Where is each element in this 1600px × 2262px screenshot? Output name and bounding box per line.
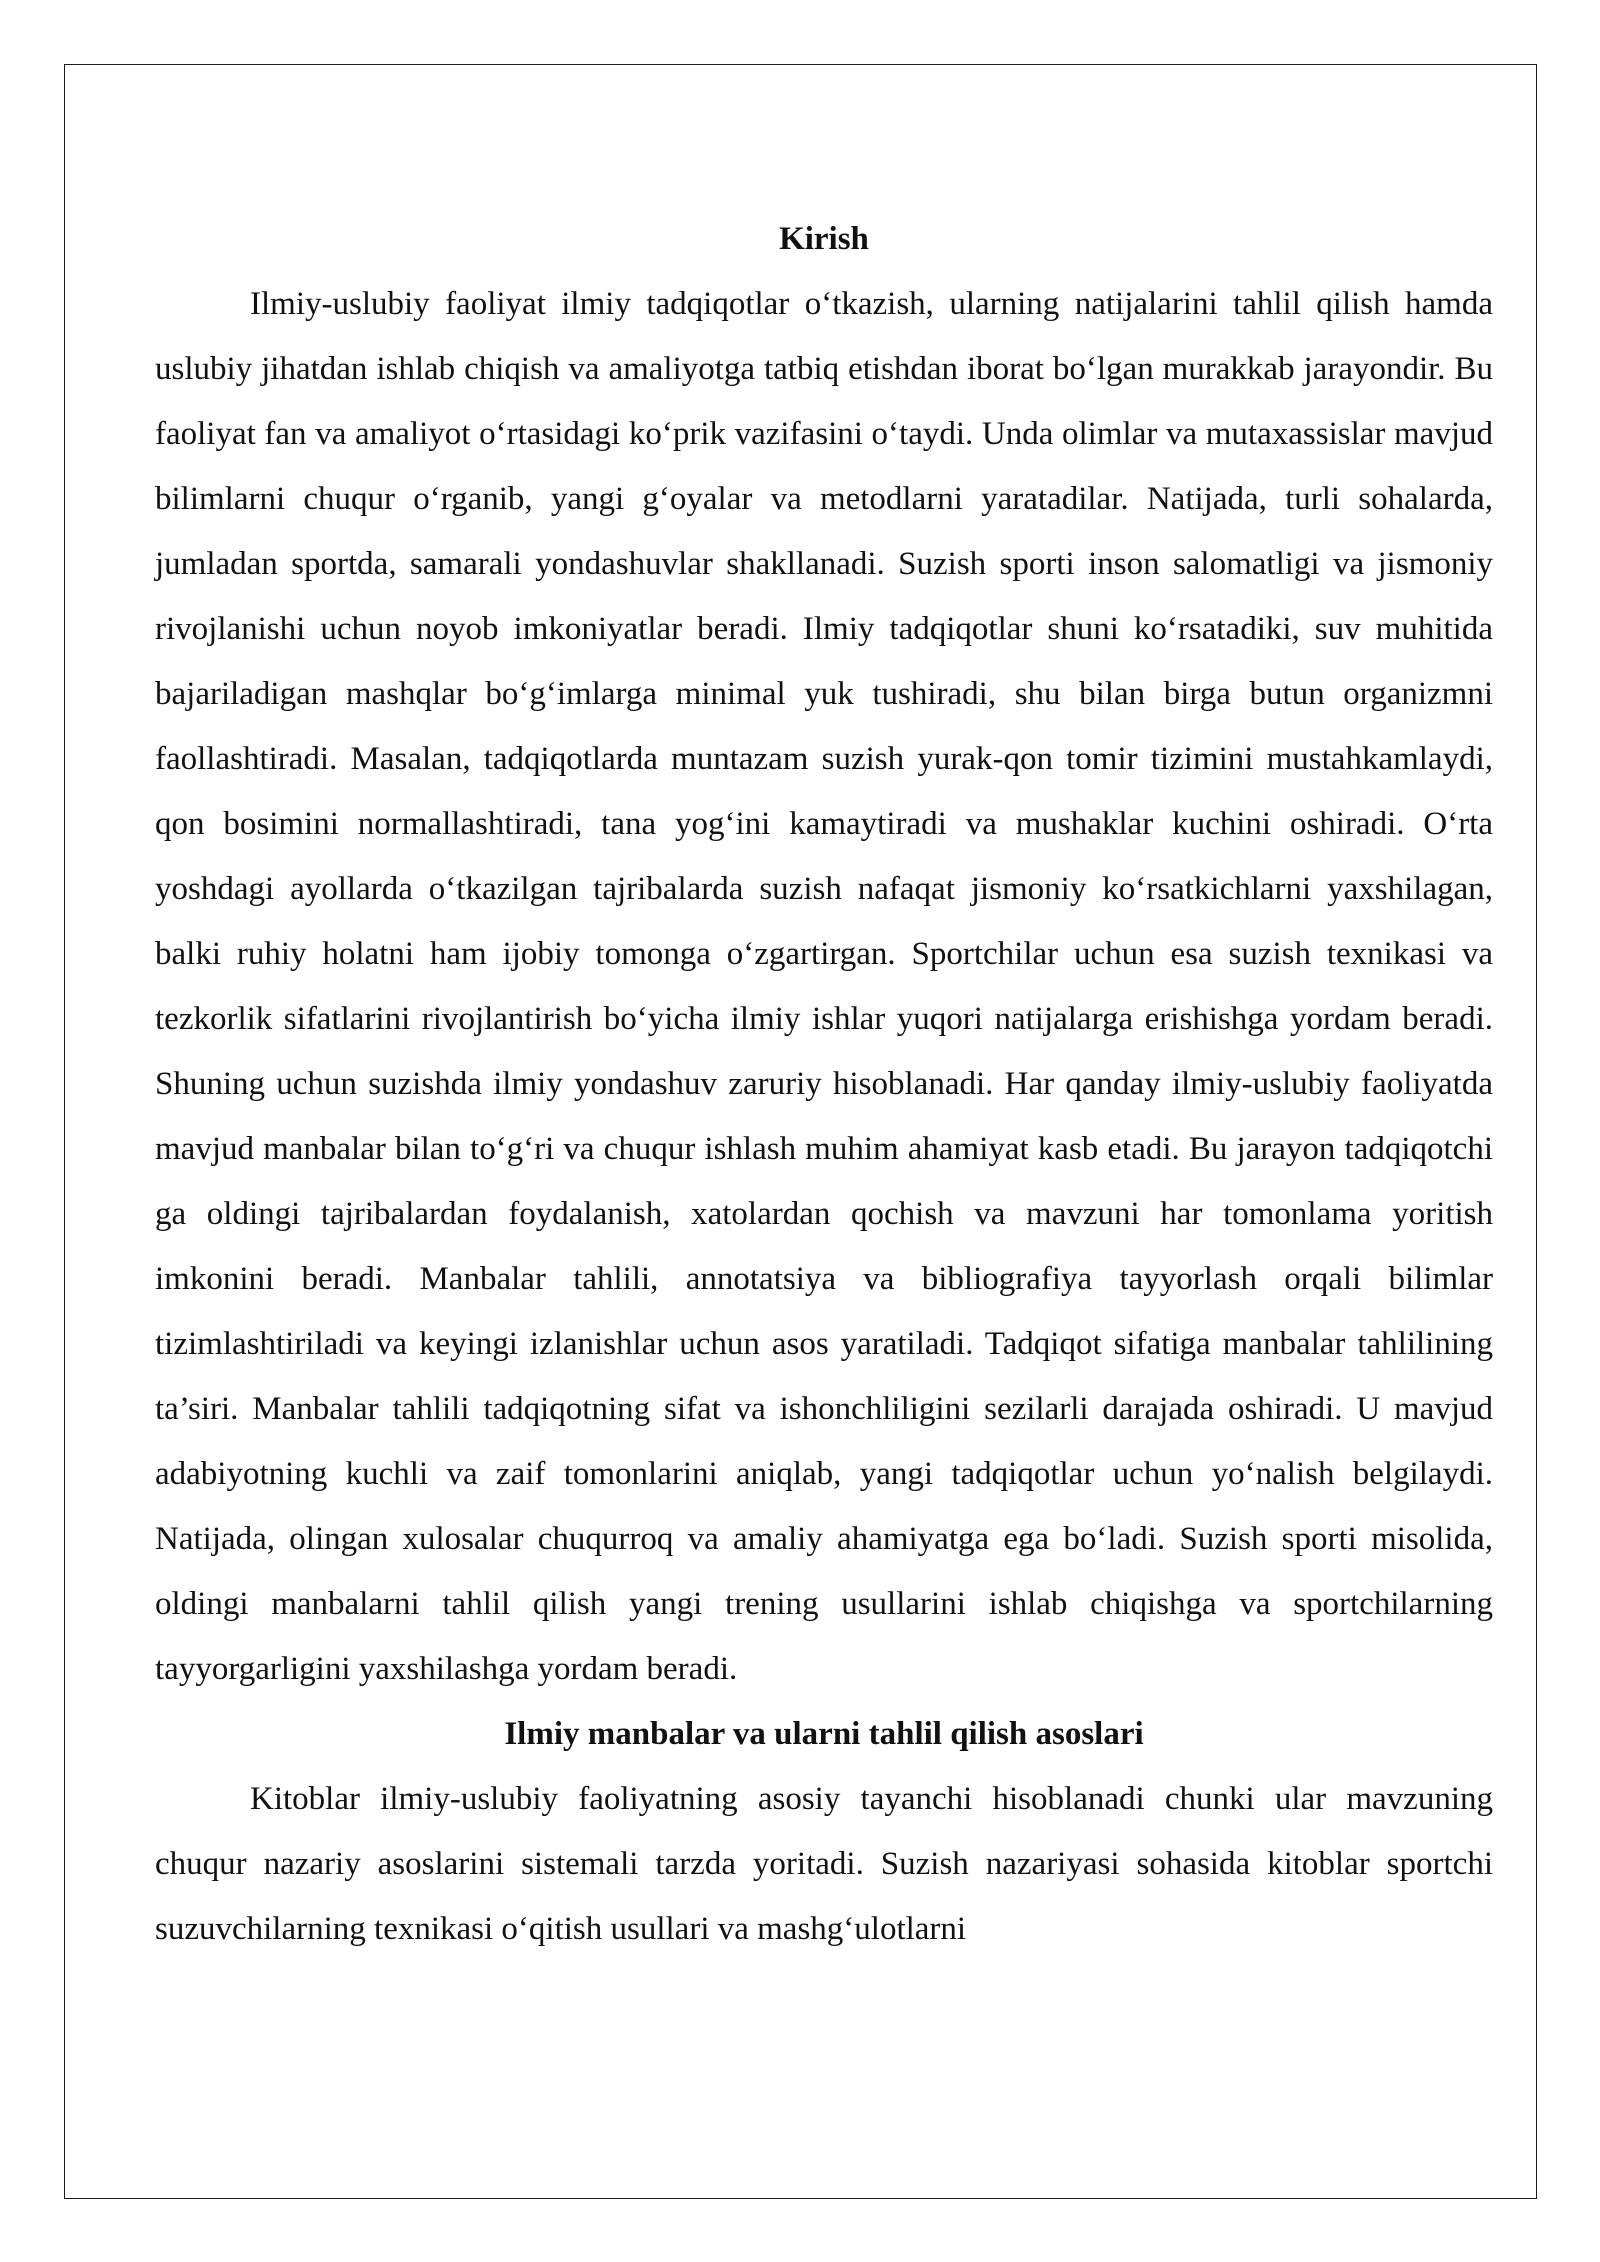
sources-paragraph: Kitoblar ilmiy-uslubiy faoliyatning asosiy tayanchi hisoblanadi chunki ular mavzuning chuqur nazariy asoslarini sistemali tarzda yoritadi. Suzish nazariyasi sohasida kitoblar sportchi suzuvchilarning texnikasi o‘qitish usullari va mashg‘ulotlarni — [155, 1781, 1493, 1947]
introduction-paragraph: Ilmiy-uslubiy faoliyat ilmiy tadqiqotlar o‘tkazish, ularning natijalarini tahlil qilish hamda uslubiy jihatdan ishlab chiqish va amaliyotga tatbiq etishdan iborat bo‘lgan murakkab jarayondir. Bu faoliyat fan va amaliyot o‘rtasidagi ko‘prik vazifasini o‘taydi. Unda olimlar va mutaxassislar mavjud bilimlarni chuqur o‘rganib, yangi g‘oyalar va metodlarni yaratadilar. Natijada, turli sohalarda, jumladan sportda, samarali yondashuvlar shakllanadi. Suzish sporti inson salomatligi va jismoniy rivojlanishi uchun noyob imkoniyatlar beradi. Ilmiy tadqiqotlar shuni ko‘rsatadiki, suv muhitida bajariladigan mashqlar bo‘g‘imlarga minimal yuk tushiradi, shu bilan birga butun organizmni faollashtiradi. Masalan, tadqiqotlarda muntazam suzish yurak-qon tomir tizimini mustahkamlaydi, qon bosimini normallashtiradi, tana yog‘ini kamaytiradi va mushaklar kuchini oshiradi. O‘rta yoshdagi ayollarda o‘tkazilgan tajribalarda suzish nafaqat jismoniy ko‘rsatkichlarni yaxshilagan, balki ruhiy holatni ham ijobiy tomonga o‘zgartirgan. Sportchilar uchun esa suzish texnikasi va tezkorlik sifatlarini rivojlantirish bo‘yicha ilmiy ishlar yuqori natijalarga erishishga yordam beradi. Shuning uchun suzishda ilmiy yondashuv zaruriy hisoblanadi. Har qanday ilmiy-uslubiy faoliyatda mavjud manbalar bilan to‘g‘ri va chuqur ishlash muhim ahamiyat kasb etadi. Bu jarayon tadqiqotchi ga oldingi tajribalardan foydalanish, xatolardan qochish va mavzuni har tomonlama yoritish imkonini beradi. Manbalar tahlili, annotatsiya va bibliografiya tayyorlash orqali bilimlar tizimlashtiriladi va keyingi izlanishlar uchun asos yaratiladi. Tadqiqot sifatiga manbalar tahlilining ta’siri. Manbalar tahlili tadqiqotning sifat va ishonchliligini sezilarli darajada oshiradi. U mavjud adabiyotning kuchli va zaif tomonlarini aniqlab, yangi tadqiqotlar uchun yo‘nalish belgilaydi. Natijada, olingan xulosalar chuqurroq va amaliy ahamiyatga ega bo‘ladi. Suzish sporti misolida, oldingi manbalarni tahlil qilish yangi trening usullarini ishlab chiqishga va sportchilarning tayyorgarligini yaxshilashga yordam beradi. — [155, 286, 1493, 1687]
document-body — [155, 207, 1493, 1962]
section-heading-introduction: Kirish — [779, 221, 869, 257]
section-heading-sources: Ilmiy manbalar va ularni tahlil qilish asoslari — [504, 1716, 1144, 1752]
page-frame — [64, 64, 1537, 2199]
